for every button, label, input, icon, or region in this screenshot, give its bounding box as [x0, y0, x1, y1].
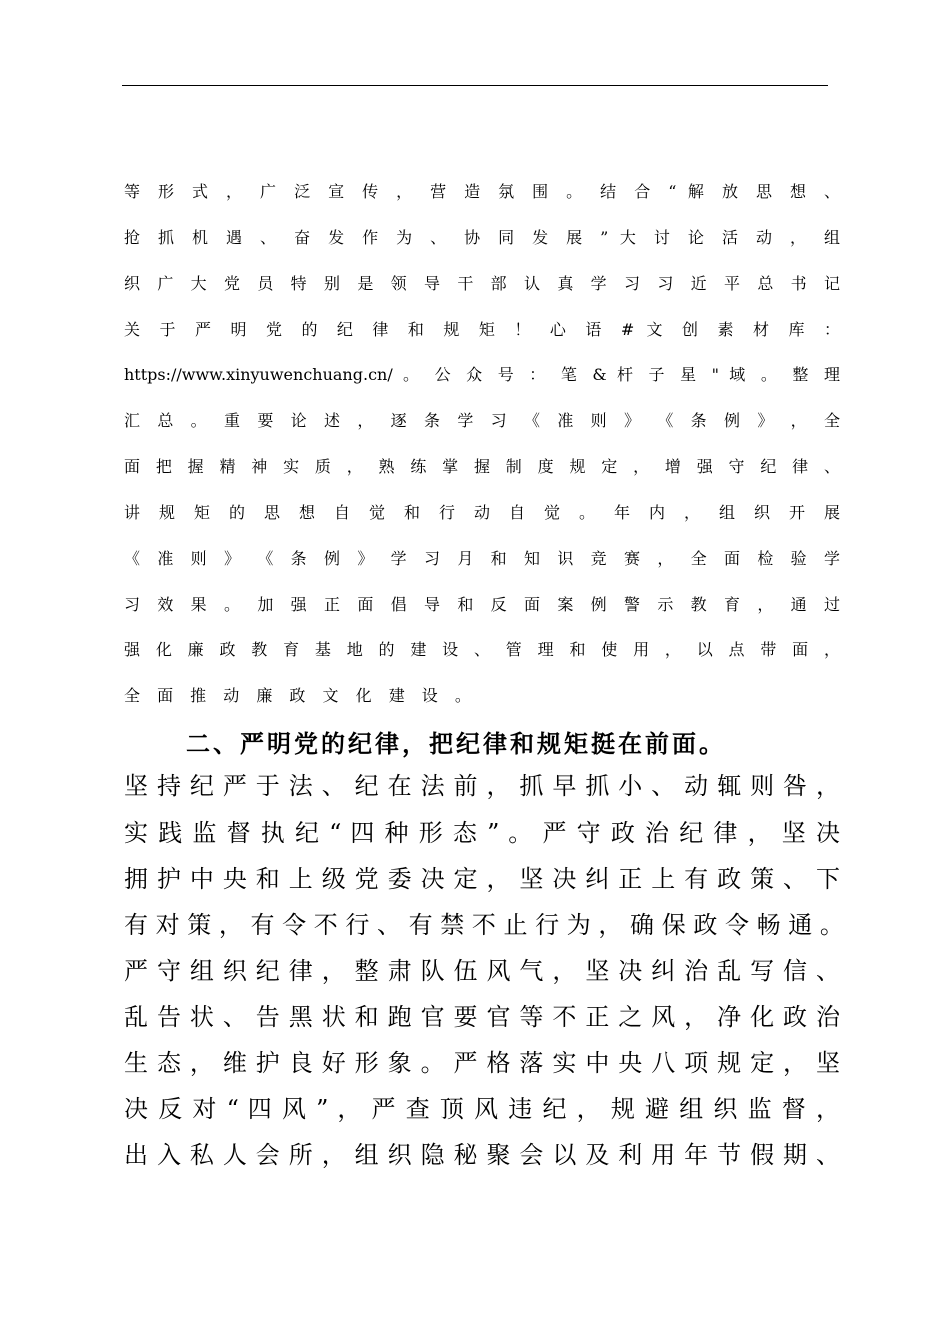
paragraph-line: 生 态 ， 维 护 良 好 形 象 。 严 格 落 实 中 央 八 项 规 定 ， 坚 [124, 1049, 840, 1077]
paragraph-line: 决 反 对 “ 四 风 ” ， 严 查 顶 风 违 纪 ， 规 避 组 织 监 督 ， [124, 1095, 840, 1123]
paragraph-line: 习 效 果 。 加 强 正 面 倡 导 和 反 面 案 例 警 示 教 育 ， 通 过 [124, 595, 840, 614]
paragraph-line: 《 准 则 》 《 条 例 》 学 习 月 和 知 识 竞 赛 ， 全 面 检 验 学 [124, 549, 840, 568]
paragraph-line: 实 践 监 督 执 纪 “ 四 种 形 态 ” 。 严 守 政 治 纪 律 ， 坚 决 [124, 819, 840, 847]
header-rule [122, 85, 828, 86]
paragraph-line: 关 于 严 明 党 的 纪 律 和 规 矩 ！ 心 语 # 文 创 素 材 库 ： [124, 320, 840, 339]
paragraph-line: 拥 护 中 央 和 上 级 党 委 决 定 ， 坚 决 纠 正 上 有 政 策 、 下 [124, 865, 840, 893]
paragraph-line: 有 对 策 ， 有 令 不 行 、 有 禁 不 止 行 为 ， 确 保 政 令 畅 通 。 [124, 911, 844, 939]
paragraph-line: 汇 总 。 重 要 论 述 ， 逐 条 学 习 《 准 则 》 《 条 例 》 ， 全 [124, 411, 840, 430]
paragraph-line: 强 化 廉 政 教 育 基 地 的 建 设 、 管 理 和 使 用 ， 以 点 带 面 ， [124, 640, 840, 659]
paragraph-line: 面 把 握 精 神 实 质 ， 熟 练 掌 握 制 度 规 定 ， 增 强 守 纪 律 、 [124, 457, 840, 476]
paragraph-line: 坚 持 纪 严 于 法 、 纪 在 法 前 ， 抓 早 抓 小 、 动 辄 则 咎 ， [124, 772, 840, 800]
paragraph-line: 出 入 私 人 会 所 ， 组 织 隐 秘 聚 会 以 及 利 用 年 节 假 期 、 [124, 1141, 840, 1169]
paragraph-line: 抢 抓 机 遇 、 奋 发 作 为 、 协 同 发 展 ” 大 讨 论 活 动 ， 组 [124, 228, 840, 247]
paragraph-line: 全 面 推 动 廉 政 文 化 建 设 。 [124, 686, 477, 705]
section-heading: 二、严明党的纪律，把纪律和规矩挺在前面。 [186, 730, 726, 758]
paragraph-line: 讲 规 矩 的 思 想 自 觉 和 行 动 自 觉 。 年 内 ， 组 织 开 展 [124, 503, 840, 522]
paragraph-line: https://www.xinyuwenchuang.cn/ 。 公 众 号 ： 笔 & 杆 子 星 " 域 。 整 理 [124, 365, 840, 384]
paragraph-line: 织 广 大 党 员 特 别 是 领 导 干 部 认 真 学 习 习 近 平 总 书 记 [124, 274, 840, 293]
paragraph-line: 等 形 式 ， 广 泛 宣 传 ， 营 造 氛 围 。 结 合 “ 解 放 思 想 、 [124, 182, 840, 201]
paragraph-line: 乱 告 状 、 告 黑 状 和 跑 官 要 官 等 不 正 之 风 ， 净 化 政 治 [124, 1003, 840, 1031]
paragraph-line: 严 守 组 织 纪 律 ， 整 肃 队 伍 风 气 ， 坚 决 纠 治 乱 写 信 、 [124, 957, 840, 985]
